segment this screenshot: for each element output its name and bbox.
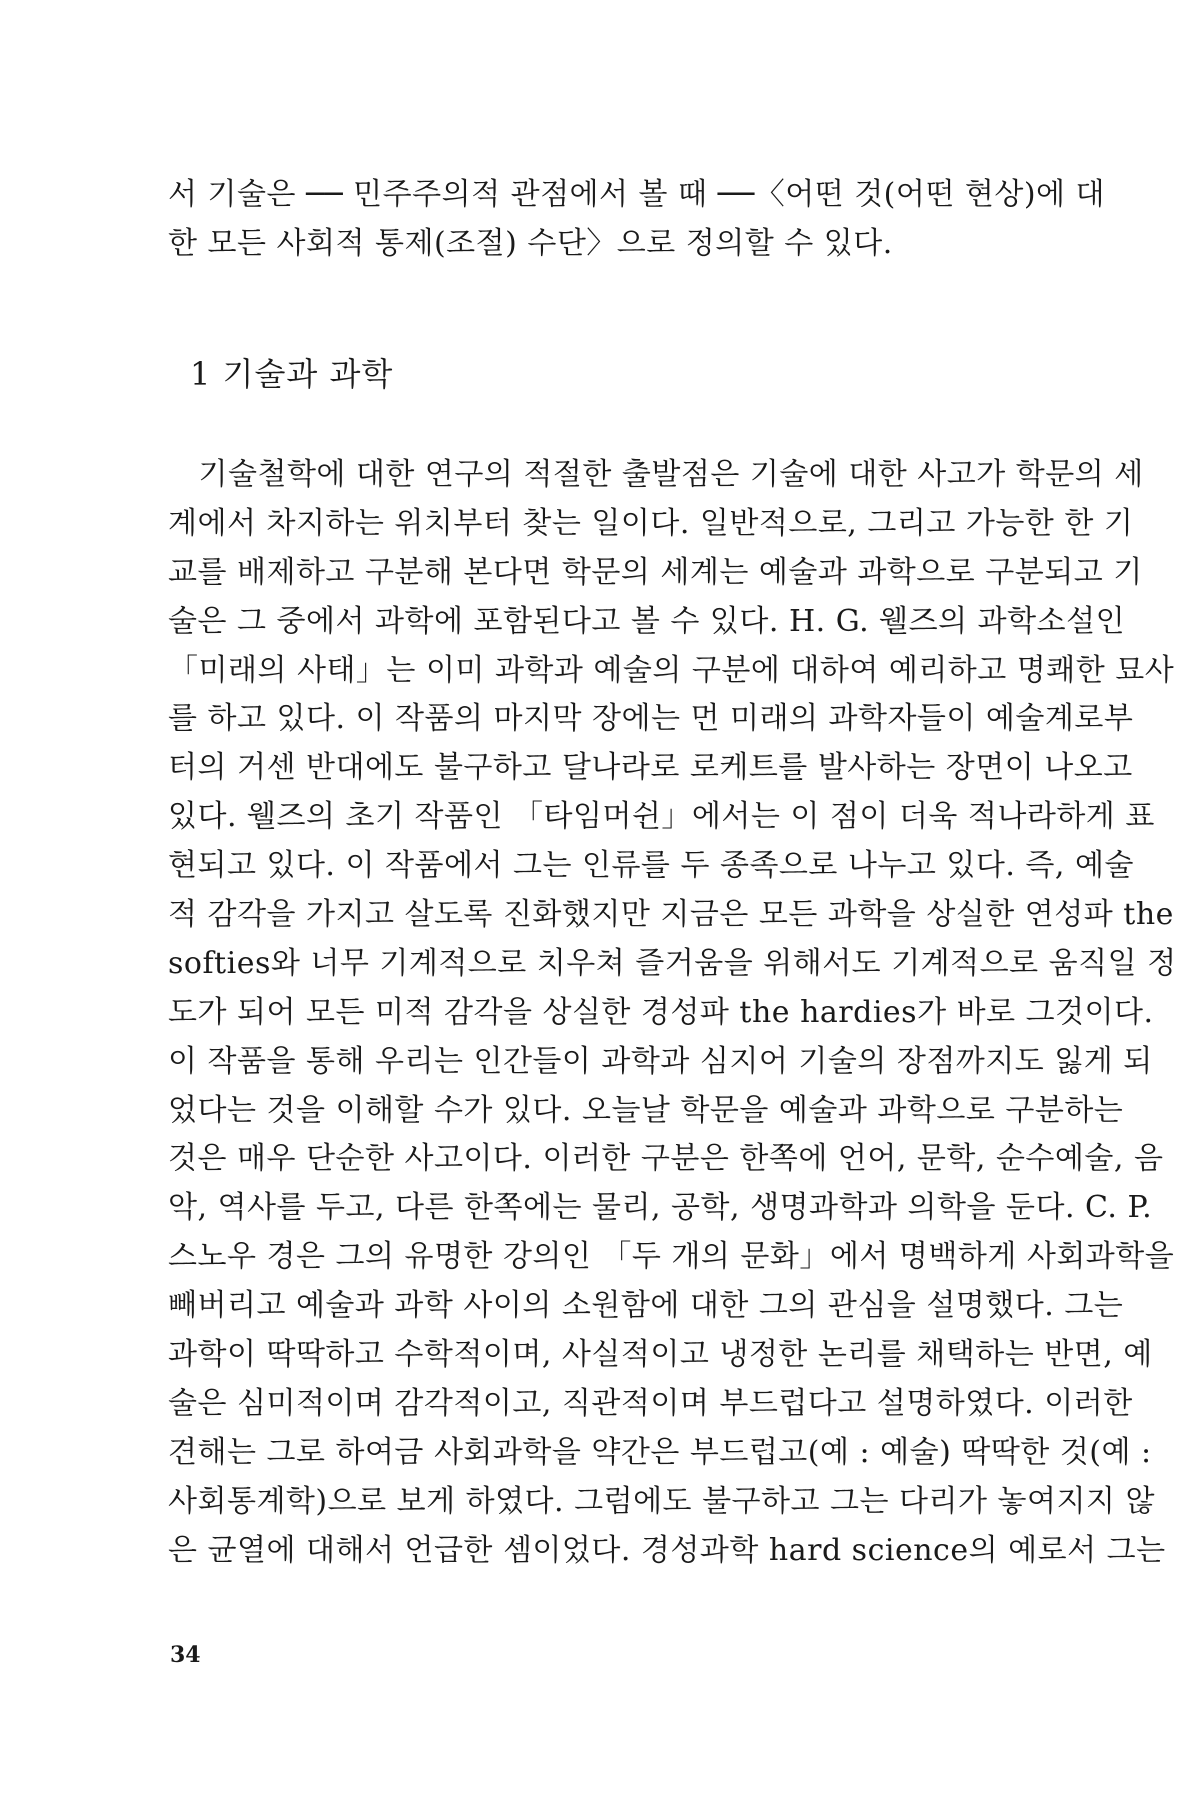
text-line: 서 기술은 ── 민주주의적 관점에서 볼 때 ──〈어떤 것(어떤 현상)에 대: [168, 177, 1106, 212]
text-line: 술은 그 중에서 과학에 포함된다고 볼 수 있다. H. G. 웰즈의 과학소설인: [168, 603, 1126, 639]
text-line: 악, 역사를 두고, 다른 한쪽에는 물리, 공학, 생명과학과 의학을 둔다. C. P.: [168, 1190, 1153, 1226]
text-line: 은 균열에 대해서 언급한 셈이었다. 경성과학 hard science의 예로서 그는: [168, 1532, 1166, 1568]
text-line: 있다. 웰즈의 초기 작품인 「타임머쉰」에서는 이 점이 더욱 적나라하게 표: [168, 799, 1155, 835]
text-line: 적 감각을 가지고 살도록 진화했지만 지금은 모든 과학을 상실한 연성파 the: [168, 897, 1174, 933]
text-line: 었다는 것을 이해할 수가 있다. 오늘날 학문을 예술과 과학으로 구분하는: [168, 1092, 1124, 1128]
text-line: 견해는 그로 하여금 사회과학을 약간은 부드럽고(예 : 예술) 딱딱한 것(예 :: [168, 1434, 1152, 1470]
text-line: 스노우 경은 그의 유명한 강의인 「두 개의 문화」에서 명백하게 사회과학을: [168, 1239, 1175, 1275]
text-line: 교를 배제하고 구분해 본다면 학문의 세계는 예술과 과학으로 구분되고 기: [168, 554, 1143, 590]
text-line: 과학이 딱딱하고 수학적이며, 사실적이고 냉정한 논리를 채택하는 반면, 예: [168, 1337, 1153, 1373]
text-line: 현되고 있다. 이 작품에서 그는 인류를 두 종족으로 나누고 있다. 즉, 예술: [168, 848, 1134, 884]
text-line: 술은 심미적이며 감각적이고, 직관적이며 부드럽다고 설명하였다. 이러한: [168, 1385, 1133, 1421]
text-line: softies와 너무 기계적으로 치우쳐 즐거움을 위해서도 기계적으로 움직일 정: [168, 945, 1177, 981]
text-line: 빼버리고 예술과 과학 사이의 소원함에 대한 그의 관심을 설명했다. 그는: [168, 1288, 1124, 1324]
text-line: 도가 되어 모든 미적 감각을 상실한 경성파 the hardies가 바로 그것이다.: [168, 994, 1154, 1030]
text-line: 터의 거센 반대에도 불구하고 달나라로 로케트를 발사하는 장면이 나오고: [168, 750, 1133, 786]
text-line: 기술철학에 대한 연구의 적절한 출발점은 기술에 대한 사고가 학문의 세: [168, 457, 1144, 492]
text-line: 를 하고 있다. 이 작품의 마지막 장에는 먼 미래의 과학자들이 예술계로부: [168, 701, 1134, 737]
text-line: 이 작품을 통해 우리는 인간들이 과학과 심지어 기술의 장점까지도 잃게 되: [168, 1043, 1153, 1079]
body-paragraph: [168, 451, 1177, 1575]
intro-paragraph: [168, 170, 1106, 268]
text-line: 사회통계학)으로 보게 하였다. 그럼에도 불구하고 그는 다리가 놓여지지 않: [168, 1483, 1155, 1519]
text-line: 「미래의 사태」는 이미 과학과 예술의 구분에 대하여 예리하고 명쾌한 묘사: [168, 652, 1175, 688]
text-line: 한 모든 사회적 통제(조절) 수단〉으로 정의할 수 있다.: [168, 226, 893, 261]
page-number: 34: [170, 1642, 201, 1668]
text-line: 것은 매우 단순한 사고이다. 이러한 구분은 한쪽에 언어, 문학, 순수예술, 음: [168, 1141, 1164, 1177]
text-line: 계에서 차지하는 위치부터 찾는 일이다. 일반적으로, 그리고 가능한 한 기: [168, 505, 1134, 541]
section-heading: 1 기술과 과학: [190, 355, 394, 393]
